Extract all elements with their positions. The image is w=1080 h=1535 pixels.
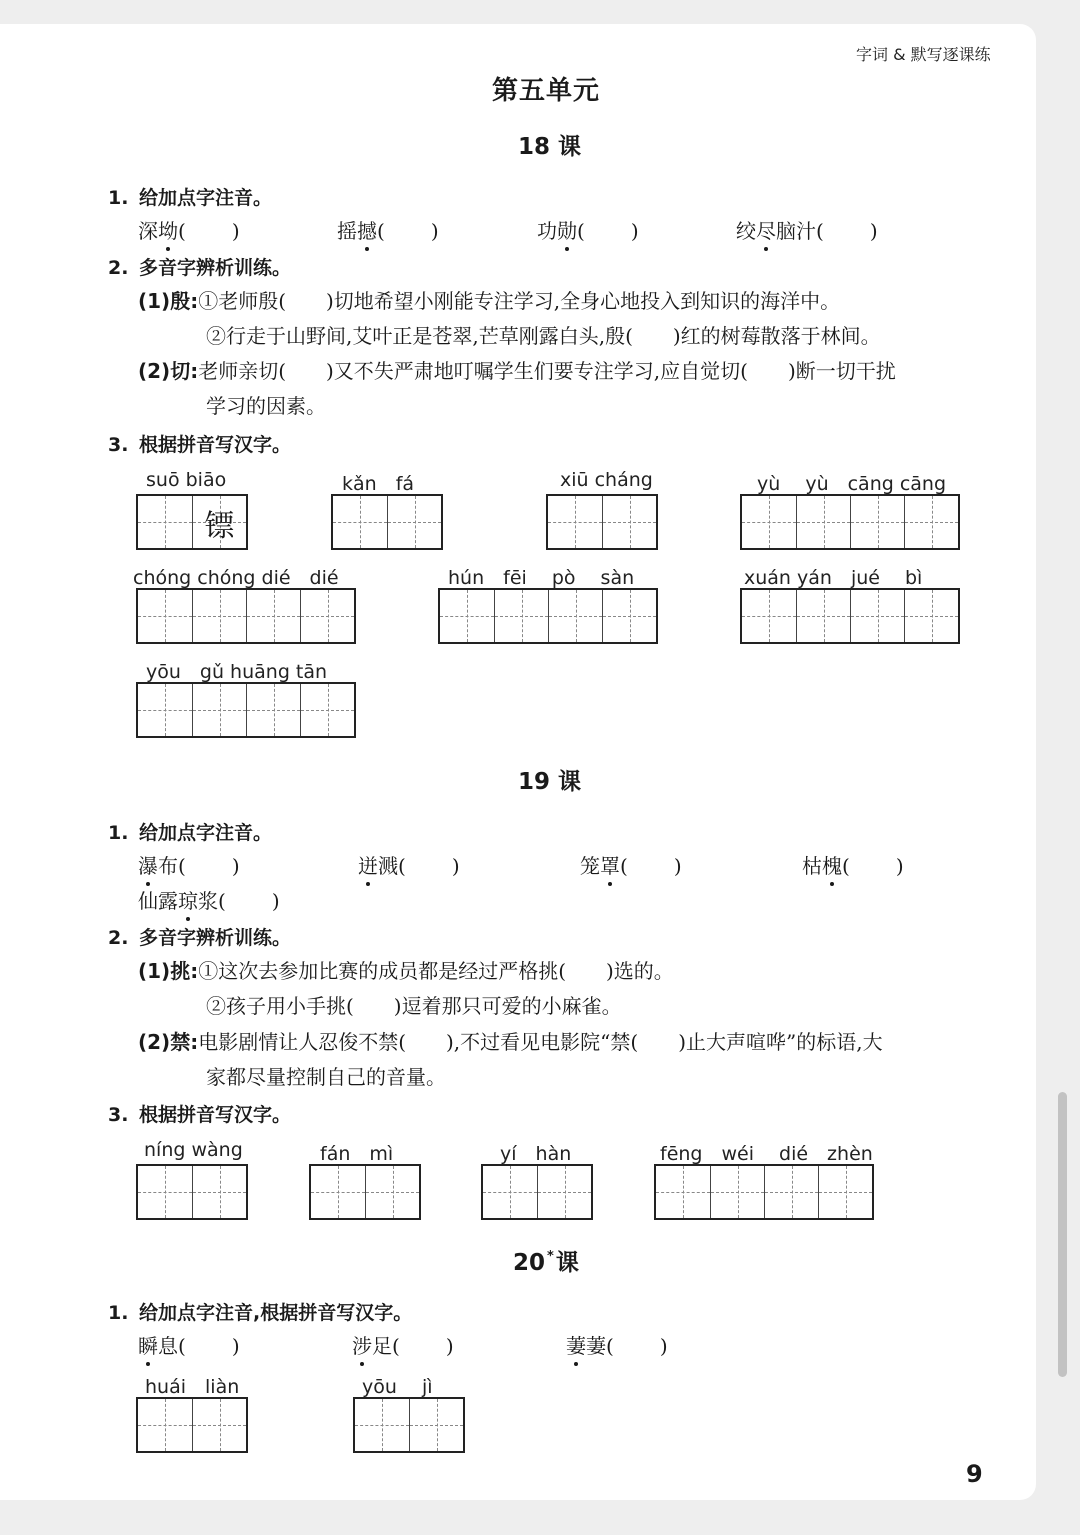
l18-question-2 (108, 253, 291, 280)
l19-q2-item-2-cont: 家都尽量控制自己的音量。 (206, 1065, 446, 1089)
writing-grid[interactable] (136, 494, 248, 550)
l19-q2-item-1b: ②孩子用小手挑( )逗着那只可爱的小麻雀。 (206, 994, 622, 1018)
l19-q2-item-2 (138, 1028, 883, 1056)
grid-cell[interactable] (192, 1166, 246, 1218)
writing-grid[interactable] (546, 494, 658, 550)
l18-q2-item-1 (138, 287, 840, 315)
item-label: (2)禁: (138, 1030, 199, 1054)
grid-cell[interactable] (742, 496, 796, 548)
pinyin-label: fán mì (320, 1143, 394, 1165)
l20-q1-word-3: 萋萋( ) (566, 1334, 668, 1358)
question-number: 2. (108, 927, 129, 949)
item-sentence: ①这次去参加比赛的成员都是经过严格挑( )选的。 (198, 959, 674, 983)
l20-q1-word-1: 瞬息( ) (138, 1334, 240, 1358)
l18-q1-word-2: 摇撼( ) (337, 219, 439, 243)
question-text: 多音字辨析训练。 (139, 257, 292, 279)
grid-cell[interactable] (311, 1166, 365, 1218)
grid-cell[interactable] (365, 1166, 419, 1218)
grid-cell[interactable] (246, 590, 300, 642)
grid-cell[interactable] (192, 590, 246, 642)
question-text: 根据拼音写汉字。 (139, 434, 292, 456)
item-sentence: ①老师殷( )切地希望小刚能专注学习,全身心地投入到知识的海洋中。 (198, 289, 841, 313)
l19-q2-item-1 (138, 957, 674, 985)
l19-q1-word-2: 迸溅( ) (358, 854, 460, 878)
grid-cell[interactable] (138, 1399, 192, 1451)
question-text: 给加点字注音。 (139, 822, 273, 844)
grid-cell[interactable] (656, 1166, 710, 1218)
item-label: (1)殷: (138, 289, 199, 313)
writing-grid[interactable] (331, 494, 443, 550)
l18-question-1 (108, 183, 272, 210)
unit-title: 第五单元 (492, 76, 601, 106)
grid-cell[interactable]: 镖 (192, 496, 246, 548)
question-number: 3. (108, 434, 129, 456)
pinyin-label: yù yù cāng cāng (757, 473, 947, 495)
l18-q2-item-2-cont: 学习的因素。 (206, 394, 326, 418)
question-text: 根据拼音写汉字。 (139, 1104, 292, 1126)
grid-cell[interactable] (548, 590, 602, 642)
pinyin-label: chóng chóng dié dié (133, 567, 339, 589)
l19-question-3 (108, 1100, 291, 1127)
pinyin-label: yōu jì (362, 1376, 433, 1398)
grid-cell[interactable] (602, 590, 656, 642)
writing-grid[interactable] (438, 588, 658, 644)
question-number: 1. (108, 187, 129, 209)
l18-q2-item-2 (138, 357, 896, 385)
pinyin-label: huái liàn (145, 1376, 240, 1398)
l20-q1-word-2: 涉足( ) (352, 1334, 454, 1358)
lesson-19-title: 19 课 (518, 769, 582, 795)
item-sentence: 电影剧情让人忍俊不禁( ),不过看见电影院“禁( )止大声喧哗”的标语,大 (198, 1030, 883, 1054)
grid-cell[interactable] (138, 590, 192, 642)
question-number: 3. (108, 1104, 129, 1126)
question-number: 1. (108, 822, 129, 844)
grid-cell[interactable] (537, 1166, 591, 1218)
page-number: 9 (966, 1460, 983, 1488)
grid-cell[interactable] (850, 496, 904, 548)
grid-cell[interactable] (710, 1166, 764, 1218)
writing-grid[interactable] (740, 494, 960, 550)
grid-cell[interactable] (904, 496, 958, 548)
writing-grid[interactable] (136, 1397, 248, 1453)
grid-cell[interactable] (409, 1399, 463, 1451)
pinyin-label: xiū cháng (560, 469, 653, 491)
grid-cell[interactable] (192, 684, 246, 736)
grid-cell[interactable] (850, 590, 904, 642)
l19-q1-word-4: 枯槐( ) (802, 854, 904, 878)
grid-cell[interactable] (246, 684, 300, 736)
writing-grid[interactable] (309, 1164, 421, 1220)
grid-cell[interactable] (764, 1166, 818, 1218)
writing-grid[interactable] (136, 588, 356, 644)
grid-cell[interactable] (548, 496, 602, 548)
question-text: 多音字辨析训练。 (139, 927, 292, 949)
grid-cell[interactable] (138, 496, 192, 548)
pinyin-label: yōu gǔ huāng tān (146, 661, 328, 683)
pinyin-label: suō biāo (146, 469, 227, 491)
grid-cell[interactable] (300, 684, 354, 736)
l19-q1-word-5: 仙露琼浆( ) (138, 889, 280, 913)
item-label: (1)挑: (138, 959, 199, 983)
writing-grid[interactable] (740, 588, 960, 644)
grid-cell[interactable] (300, 590, 354, 642)
l18-q1-word-3: 功勋( ) (537, 219, 639, 243)
writing-grid[interactable] (654, 1164, 874, 1220)
grid-cell[interactable] (742, 590, 796, 642)
writing-grid[interactable] (136, 1164, 248, 1220)
grid-cell[interactable] (796, 590, 850, 642)
l18-q1-word-4: 绞尽脑汁( ) (736, 219, 878, 243)
lesson-20-title (513, 1244, 579, 1277)
pinyin-label: níng wàng (144, 1139, 243, 1161)
item-sentence: 老师亲切( )又不失严肃地叮嘱学生们要专注学习,应自觉切( )断一切干扰 (198, 359, 896, 383)
grid-cell[interactable] (494, 590, 548, 642)
grid-cell[interactable] (818, 1166, 872, 1218)
pinyin-label: hún fēi pò sàn (448, 567, 635, 589)
l19-question-1 (108, 818, 272, 845)
writing-grid[interactable] (136, 682, 356, 738)
grid-cell[interactable] (355, 1399, 409, 1451)
pinyin-label: xuán yán jué bì (744, 567, 923, 589)
optional-star: * (547, 1249, 554, 1264)
item-label: (2)切: (138, 359, 199, 383)
pinyin-label: yí hàn (500, 1143, 572, 1165)
question-number: 2. (108, 257, 129, 279)
grid-cell[interactable] (796, 496, 850, 548)
pinyin-label: fēng wéi dié zhèn (660, 1143, 873, 1165)
lesson-word: 课 (555, 1250, 579, 1276)
l19-question-2 (108, 923, 291, 950)
series-header: 字词 & 默写逐课练 (856, 45, 991, 64)
writing-grid[interactable] (481, 1164, 593, 1220)
l20-question-1 (108, 1298, 412, 1325)
l18-question-3 (108, 430, 291, 457)
l18-q2-item-1b: ②行走于山野间,艾叶正是苍翠,芒草刚露白头,殷( )红的树莓散落于林间。 (206, 324, 881, 348)
grid-cell[interactable] (138, 684, 192, 736)
grid-cell[interactable] (387, 496, 441, 548)
worksheet-page (0, 24, 1036, 1500)
grid-cell[interactable] (138, 1166, 192, 1218)
grid-cell[interactable] (333, 496, 387, 548)
question-number: 1. (108, 1302, 129, 1324)
question-text: 给加点字注音,根据拼音写汉字。 (139, 1302, 413, 1324)
scrollbar[interactable] (1058, 1092, 1067, 1377)
question-text: 给加点字注音。 (139, 187, 273, 209)
grid-cell[interactable] (602, 496, 656, 548)
l19-q1-word-1: 瀑布( ) (138, 854, 240, 878)
pinyin-label: kǎn fá (342, 473, 415, 495)
l18-q1-word-1: 深坳( ) (138, 219, 240, 243)
grid-cell[interactable] (483, 1166, 537, 1218)
writing-grid[interactable] (353, 1397, 465, 1453)
lesson-18-title: 18 课 (518, 134, 582, 160)
grid-cell[interactable] (904, 590, 958, 642)
grid-cell[interactable] (440, 590, 494, 642)
lesson-number: 20 (513, 1250, 546, 1276)
l19-q1-word-3: 笼罩( ) (580, 854, 682, 878)
grid-cell[interactable] (192, 1399, 246, 1451)
